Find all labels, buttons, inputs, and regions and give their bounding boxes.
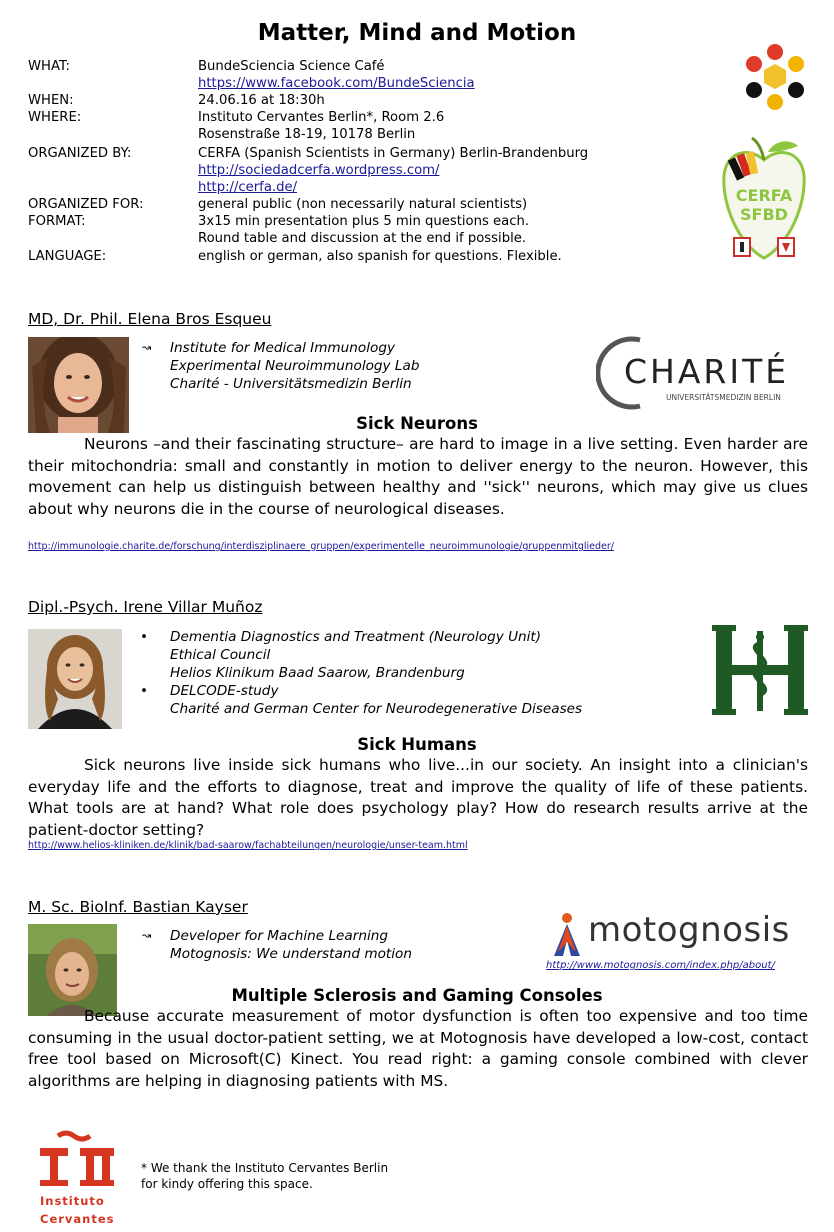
speaker3-name: M. Sc. BioInf. Bastian Kayser (28, 898, 248, 916)
organized-by-value: CERFA (Spanish Scientists in Germany) Berlin-Brandenburg (198, 146, 589, 161)
format-value-2: Round table and discussion at the end if possible. (198, 231, 527, 246)
speaker1-aff1: Institute for Medical Immunology (170, 340, 395, 356)
speaker2-abstract-text: Sick neurons live inside sick humans who live...in our society. An insight into a clinician's everyday life and the efforts to diagnose, treat and improve the quality of life of these patients. What tools are at hand? What role does psychology play? How do research results arrive at the patient-doctor setting? (28, 756, 808, 839)
page-title: Matter, Mind and Motion (257, 20, 577, 46)
speaker2-aff3: Helios Klinikum Baad Saarow, Brandenburg (170, 665, 465, 681)
charite-logo-text: CHARITÉ (624, 352, 790, 391)
speaker1-affiliation (142, 339, 582, 399)
speaker2-photo (28, 629, 122, 729)
speaker1-talk-title: Sick Neurons (356, 414, 478, 433)
speaker1-link[interactable]: http://immunologie.charite.de/forschung/interdisziplinaere_gruppen/experimentelle_neuroimmunologie/gruppenmitglieder/ (28, 541, 614, 552)
motognosis-logo (546, 910, 812, 971)
bullet-icon: • (140, 629, 149, 645)
organized-for-label: ORGANIZED FOR: (28, 197, 144, 212)
speaker3-abstract (28, 1006, 808, 1092)
speaker2-talk-title: Sick Humans (357, 735, 477, 754)
speaker2-aff2: Ethical Council (170, 647, 271, 663)
cervantes-logo-line1: Instituto (40, 1194, 105, 1208)
speaker2-link[interactable]: http://www.helios-kliniken.de/klinik/bad-saarow/fachabteilungen/neurologie/unser-team.html (28, 840, 468, 851)
speaker1-aff2: Experimental Neuroimmunology Lab (170, 358, 420, 374)
speaker2-aff5: Charité and German Center for Neurodegenerative Diseases (170, 701, 583, 717)
cervantes-logo-line2: Cervantes (40, 1212, 115, 1226)
speaker3-abstract-text: Because accurate measurement of motor dysfunction is often too expensive and too time consuming in the usual doctor-patient setting, we at Motognosis have developed a low-cost, contact free tool based on Microsoft(C) Kinect. You read right: a gaming console combined with clever algorithms are helping in diagnosing patients with MS. (28, 1007, 808, 1090)
thanks-note (141, 1160, 388, 1192)
motognosis-logo-text: motognosis (588, 910, 790, 950)
speaker2-affiliation (140, 628, 700, 720)
thanks-line2: for kindy offering this space. (141, 1177, 313, 1191)
when-label: WHEN: (28, 93, 74, 108)
when-value: 24.06.16 at 18:30h (198, 93, 325, 108)
speaker2-abstract (28, 755, 808, 841)
speaker3-aff1: Developer for Machine Learning (170, 928, 388, 944)
speaker3-talk-title: Multiple Sclerosis and Gaming Consoles (231, 986, 603, 1005)
helios-logo (712, 625, 808, 715)
bullet-icon: • (140, 683, 149, 699)
event-info (0, 0, 834, 270)
speaker1-abstract (28, 434, 808, 520)
speaker3-aff2: Motognosis: We understand motion (170, 946, 412, 962)
speaker1-name: MD, Dr. Phil. Elena Bros Esqueu (28, 310, 272, 328)
what-label: WHAT: (28, 59, 71, 74)
facebook-link[interactable]: https://www.facebook.com/BundeSciencia (198, 76, 475, 91)
format-value: 3x15 min presentation plus 5 min questions each. (198, 214, 530, 229)
cerfa-link[interactable]: http://cerfa.de/ (198, 180, 298, 195)
motognosis-figure-icon (550, 912, 584, 958)
where-address: Rosenstraße 18-19, 10178 Berlin (198, 127, 416, 142)
speaker3-affiliation (142, 927, 522, 967)
cervantes-mark-icon (36, 1130, 126, 1194)
arrow-bullet-icon: ↝ (142, 341, 152, 354)
speaker2-aff4: DELCODE-study (170, 683, 279, 699)
bundesciencia-logo (740, 42, 810, 112)
where-label: WHERE: (28, 110, 82, 125)
speaker1-aff3: Charité - Universitätsmedizin Berlin (170, 376, 412, 392)
organized-for-value: general public (non necessarily natural scientists) (198, 197, 528, 212)
speaker2-name: Dipl.-Psych. Irene Villar Muñoz (28, 598, 263, 616)
cerfa-logo-line2: SFBD (740, 205, 788, 224)
charite-logo-subtext: UNIVERSITÄTSMEDIZIN BERLIN (666, 393, 781, 402)
charite-logo (596, 332, 810, 412)
arrow-bullet-icon: ↝ (142, 929, 152, 942)
cerfa-logo-text (718, 186, 810, 224)
where-value: Instituto Cervantes Berlin*, Room 2.6 (198, 110, 445, 125)
language-value: english or german, also spanish for questions. Flexible. (198, 249, 562, 264)
cerfa-wordpress-link[interactable]: http://sociedadcerfa.wordpress.com/ (198, 163, 440, 178)
instituto-cervantes-logo (30, 1130, 130, 1230)
speaker2-aff1: Dementia Diagnostics and Treatment (Neurology Unit) (170, 629, 542, 645)
language-label: LANGUAGE: (28, 249, 107, 264)
thanks-line1: * We thank the Instituto Cervantes Berlin (141, 1161, 389, 1175)
speaker1-abstract-text: Neurons –and their fascinating structure– are hard to image in a live setting. Even harder are their mitochondria: small and constantly in motion to deliver energy to the neuron. However, this movement can help us distinguish between healthy and ''sick'' neurons, which may give us clues about why neurons die in the course of neurological diseases. (28, 435, 808, 518)
organized-by-label: ORGANIZED BY: (28, 146, 132, 161)
cerfa-logo (718, 134, 810, 266)
cerfa-logo-line1: CERFA (735, 186, 793, 205)
what-value: BundeSciencia Science Café (198, 59, 385, 74)
motognosis-link[interactable]: http://www.motognosis.com/index.php/about/ (546, 960, 775, 971)
format-label: FORMAT: (28, 214, 86, 229)
